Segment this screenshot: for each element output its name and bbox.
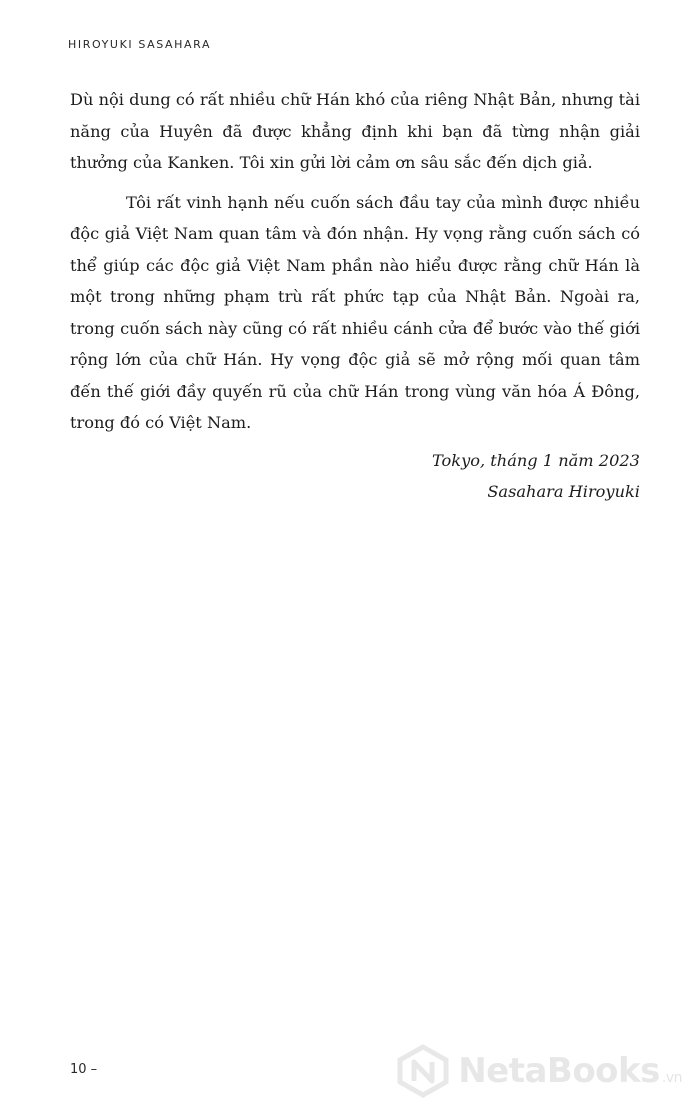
watermark-brand: NetaBooks .vn [458, 1051, 682, 1091]
page-number: 10 – [70, 1062, 98, 1077]
signature-block [70, 445, 640, 508]
running-header: HIROYUKI SASAHARA [68, 38, 212, 51]
watermark [396, 1044, 682, 1098]
signature-author: Sasahara Hiroyuki [487, 482, 640, 501]
signature-place-date: Tokyo, tháng 1 năm 2023 [431, 450, 640, 470]
netabooks-logo-icon [396, 1044, 450, 1098]
paragraph-2: Tôi rất vinh hạnh nếu cuốn sách đầu tay của mình được nhiều độc giả Việt Nam quan tâm và đón nhận. Hy vọng rằng cuốn sách có thể giúp các độc giả Việt Nam phần nào hiểu được rằng chữ Hán là một trong những phạm trù rất phức tạp của Nhật Bản. Ngoài ra, trong cuốn sách này cũng có rất nhiều cánh cửa để bước vào thế giới rộng lớn của chữ Hán. Hy vọng độc giả sẽ mở rộng mối quan tâm đến thế giới đầy quyến rũ của chữ Hán trong vùng văn hóa Á Đông, trong đó có Việt Nam. [70, 192, 640, 432]
body-text [70, 84, 640, 508]
paragraph-1: Dù nội dung có rất nhiều chữ Hán khó của riêng Nhật Bản, nhưng tài năng của Huyên đã được khẳng định khi bạn đã từng nhận giải thưởng của Kanken. Tôi xin gửi lời cảm ơn sâu sắc đến dịch giả. [70, 90, 640, 172]
